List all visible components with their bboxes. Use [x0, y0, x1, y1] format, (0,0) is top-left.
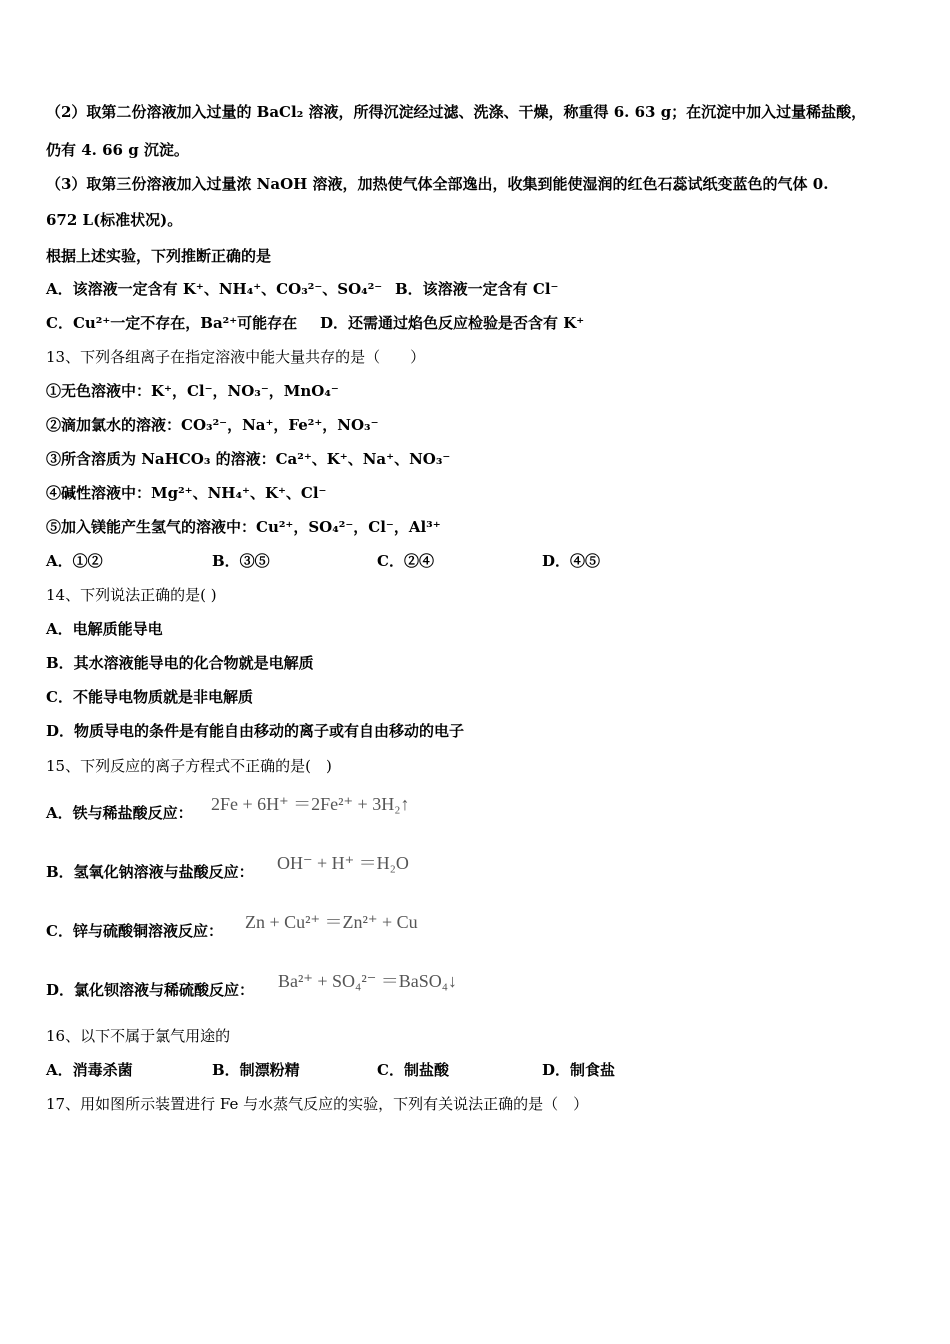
q13-option-c: C．②④ — [377, 552, 434, 570]
q12-option-b: B．该溶液一定含有 Cl⁻ — [395, 280, 559, 298]
q13-option-a: A．①② — [46, 552, 103, 570]
q15-equation-d: Ba²⁺ + SO₄²⁻ ＝BaSO₄↓ — [278, 971, 458, 991]
q16-option-a: A．消毒杀菌 — [46, 1061, 133, 1079]
q14-option-d: D．物质导电的条件是有能自由移动的离子或有自由移动的电子 — [46, 722, 465, 740]
q14-stem: 14、下列说法正确的是( ) — [46, 586, 217, 604]
q13-item-5: ⑤加入镁能产生氢气的溶液中：Cu²⁺，SO₄²⁻，Cl⁻，Al³⁺ — [46, 518, 441, 536]
q16-option-b: B．制漂粉精 — [212, 1061, 300, 1079]
q13-option-d: D．④⑤ — [542, 552, 601, 570]
q12-stem: 根据上述实验，下列推断正确的是 — [46, 247, 272, 265]
q13-item-1: ①无色溶液中：K⁺，Cl⁻，NO₃⁻，MnO₄⁻ — [46, 382, 339, 400]
q15-equation-b: OH⁻ + H⁺ ＝H₂O — [277, 853, 409, 873]
q15-stem: 15、下列反应的离子方程式不正确的是( ) — [46, 757, 332, 775]
q13-option-b: B．③⑤ — [212, 552, 270, 570]
q13-item-3: ③所含溶质为 NaHCO₃ 的溶液：Ca²⁺、K⁺、Na⁺、NO₃⁻ — [46, 450, 451, 468]
q15-option-a: A．铁与稀盐酸反应： — [46, 804, 193, 822]
q12-option-a: A．该溶液一定含有 K⁺、NH₄⁺、CO₃²⁻、SO₄²⁻ — [46, 280, 383, 298]
q16-stem: 16、以下不属于氯气用途的 — [46, 1027, 231, 1045]
q16-option-c: C．制盐酸 — [377, 1061, 449, 1079]
q12-option-c: C．Cu²⁺一定不存在，Ba²⁺可能存在 — [46, 314, 298, 332]
q13-item-2: ②滴加氯水的溶液：CO₃²⁻，Na⁺，Fe²⁺，NO₃⁻ — [46, 416, 379, 434]
q17-stem: 17、用如图所示装置进行 Fe 与水蒸气反应的实验，下列有关说法正确的是（ ） — [46, 1095, 589, 1113]
q12-option-d: D．还需通过焰色反应检验是否含有 K⁺ — [320, 314, 585, 332]
q15-option-c: C．锌与硫酸铜溶液反应： — [46, 922, 223, 940]
q13-item-4: ④碱性溶液中：Mg²⁺、NH₄⁺、K⁺、Cl⁻ — [46, 484, 327, 502]
q14-option-b: B．其水溶液能导电的化合物就是电解质 — [46, 654, 314, 672]
q15-option-d: D．氯化钡溶液与稀硫酸反应： — [46, 981, 255, 999]
q15-option-b: B．氢氧化钠溶液与盐酸反应： — [46, 863, 254, 881]
q16-option-d: D．制食盐 — [542, 1061, 616, 1079]
q14-option-a: A．电解质能导电 — [46, 620, 163, 638]
q14-option-c: C．不能导电物质就是非电解质 — [46, 688, 253, 706]
part2-line1: （2）取第二份溶液加入过量的 BaCl₂ 溶液，所得沉淀经过滤、洗涤、干燥，称重得 6. 63 g；在沉淀中加入过量稀盐酸， — [46, 103, 867, 121]
part3-line1: （3）取第三份溶液加入过量浓 NaOH 溶液，加热使气体全部逸出，收集到能使湿润的红色石蕊试纸变蓝色的气体 0. — [46, 175, 829, 193]
q15-equation-a: 2Fe + 6H⁺ ＝2Fe²⁺ + 3H₂↑ — [211, 794, 410, 814]
q13-stem: 13、下列各组离子在指定溶液中能大量共存的是（ ） — [46, 348, 426, 366]
part3-line2: 672 L(标准状况)。 — [46, 211, 183, 229]
part2-line2: 仍有 4. 66 g 沉淀。 — [46, 141, 189, 159]
q15-equation-c: Zn + Cu²⁺ ＝Zn²⁺ + Cu — [245, 912, 418, 932]
